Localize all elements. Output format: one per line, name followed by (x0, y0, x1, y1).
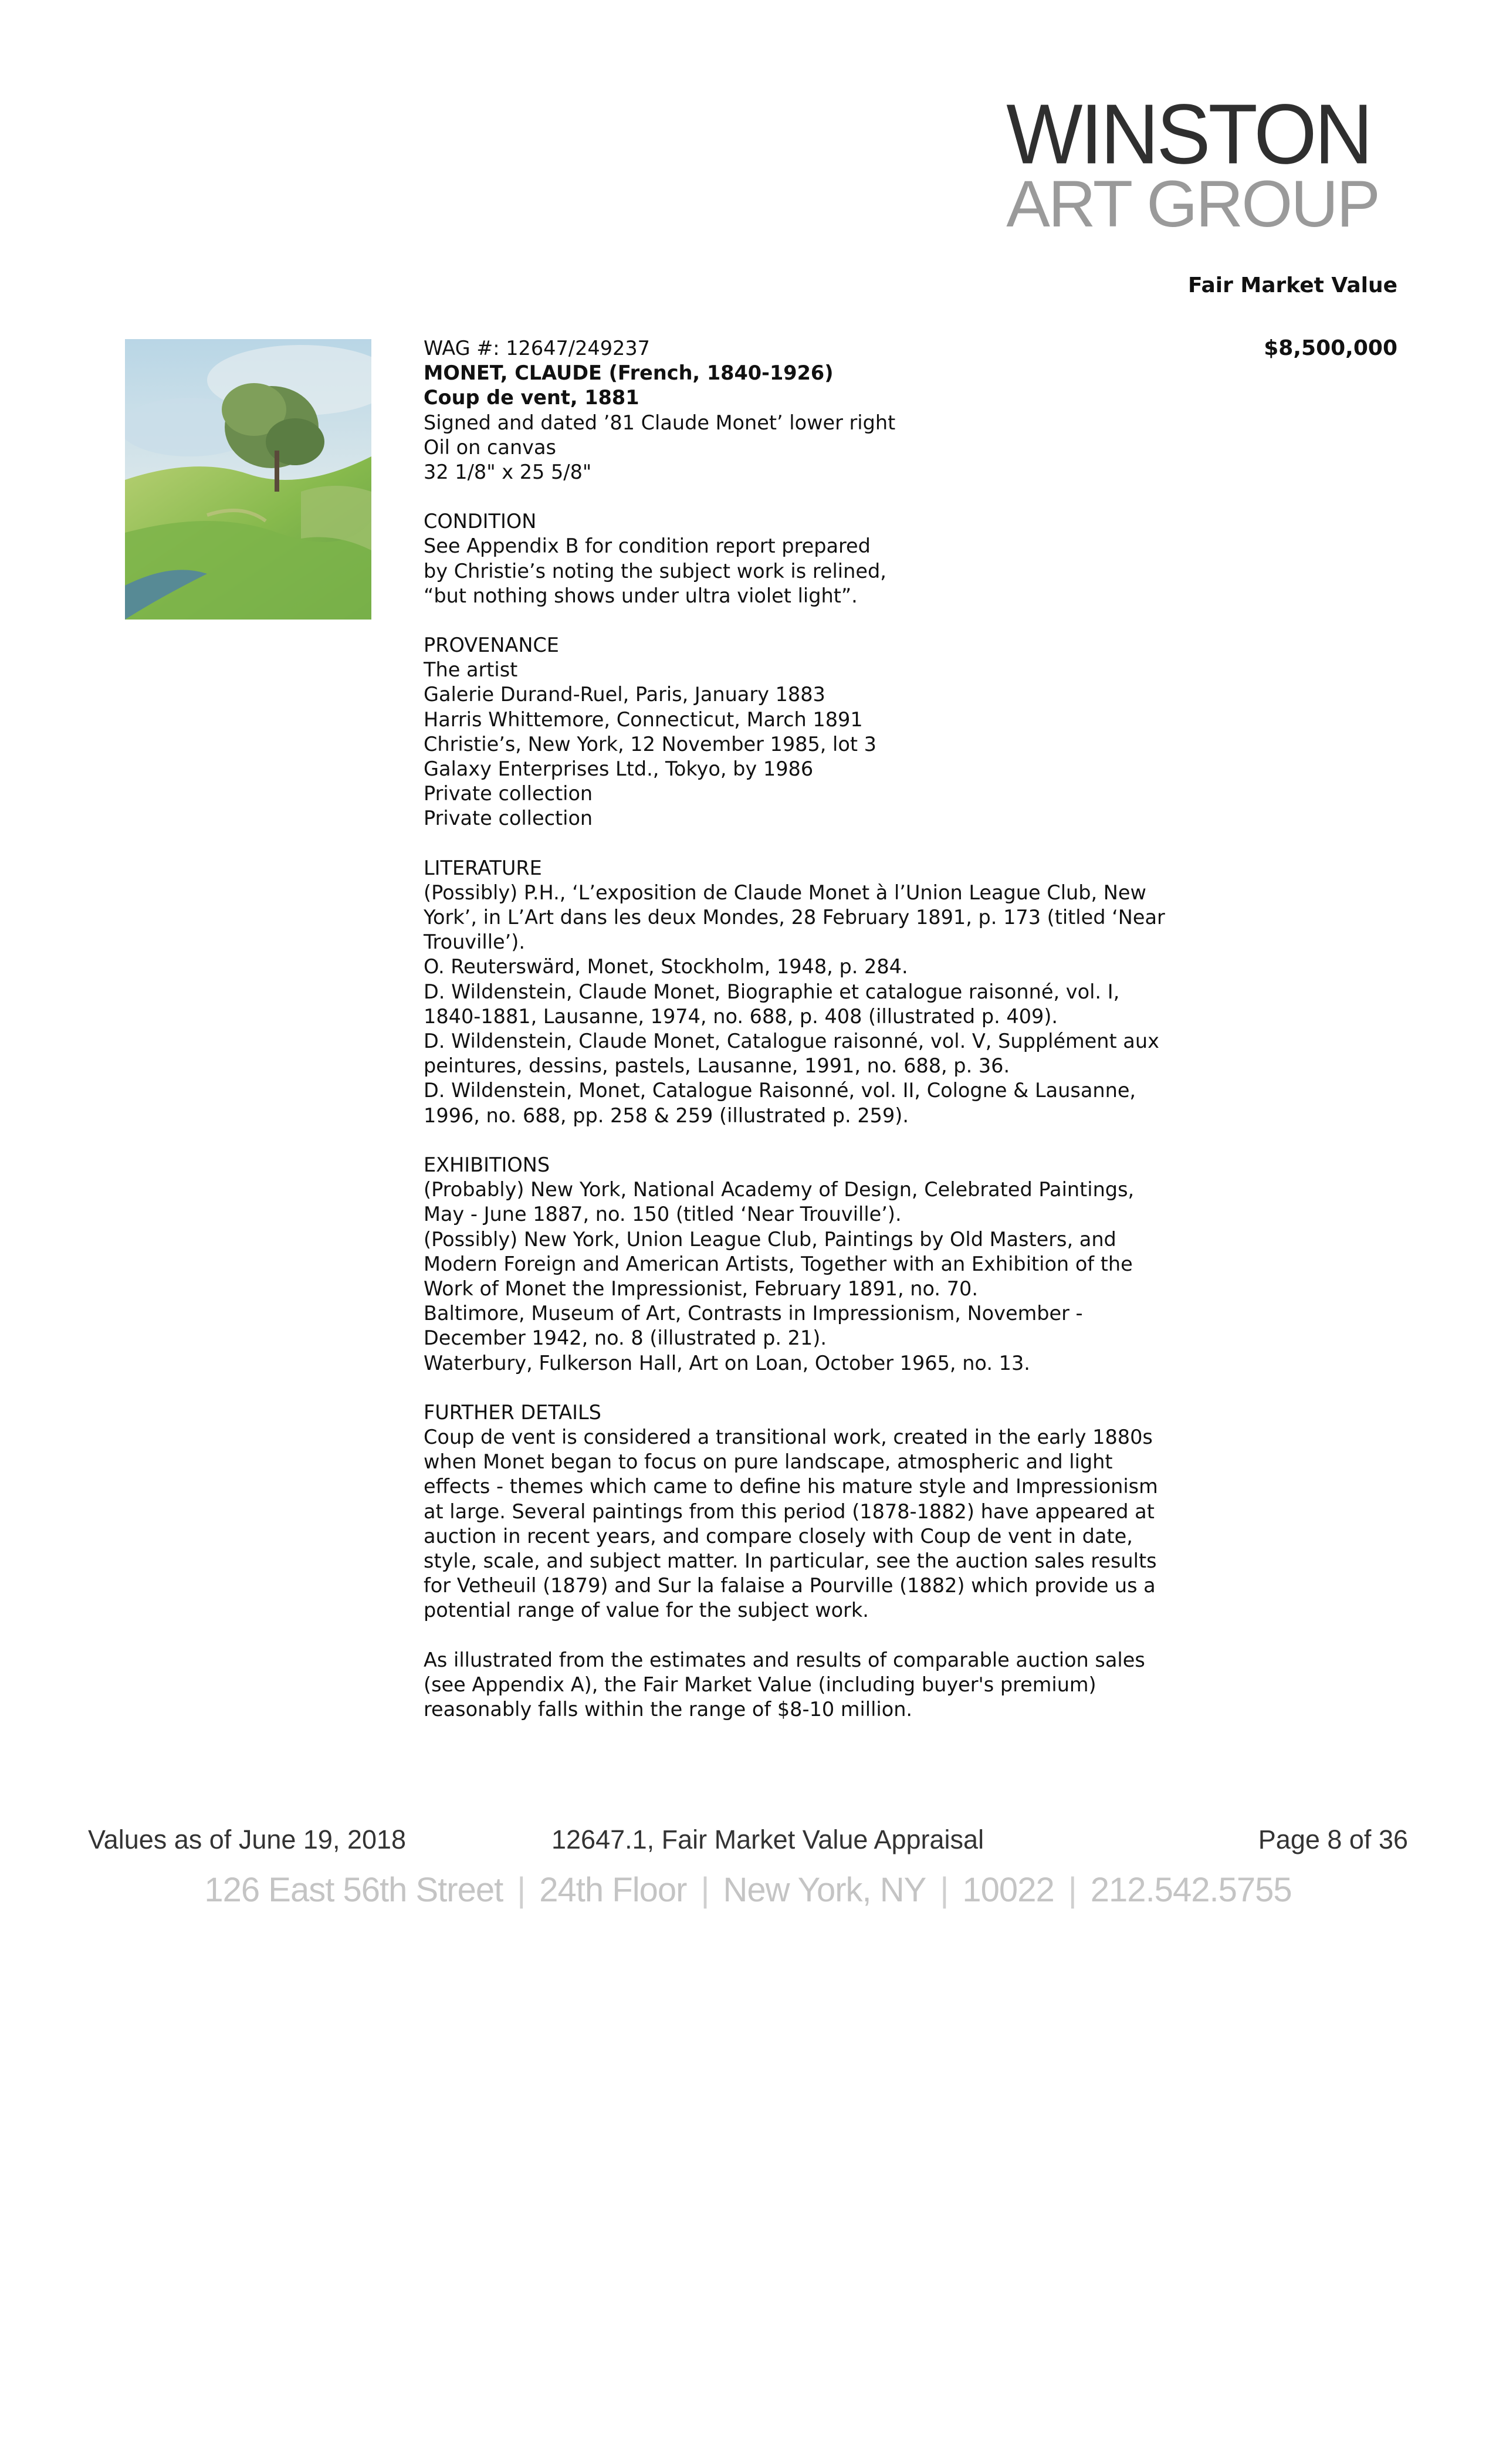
artwork-title: Coup de vent, 1881 (424, 386, 639, 409)
text-line: Harris Whittemore, Connecticut, March 1891 (424, 708, 863, 731)
dimensions: 32 1/8" x 25 5/8" (424, 461, 592, 484)
section-heading: PROVENANCE (424, 634, 559, 657)
address-phone: 212.542.5755 (1090, 1871, 1292, 1909)
section-heading: LITERATURE (424, 856, 542, 879)
text-line: May - June 1887, no. 150 (titled ‘Near Trouville’). (424, 1203, 902, 1226)
artist-name: MONET, CLAUDE (French, 1840-1926) (424, 361, 834, 385)
text-line: Trouville’). (424, 930, 526, 954)
further-details-section (424, 1400, 1192, 1623)
wag-number: WAG #: 12647/249237 (424, 337, 650, 360)
text-line: Work of Monet the Impressionist, February 1891, no. 70. (424, 1277, 978, 1300)
conclusion-section (424, 1648, 1192, 1722)
address-line (0, 1870, 1496, 1910)
text-line: O. Reuterswärd, Monet, Stockholm, 1948, p. 284. (424, 955, 908, 979)
fair-market-value-label: Fair Market Value (1188, 273, 1397, 297)
fair-market-value-amount: $8,500,000 (1264, 336, 1397, 360)
document-title: 12647.1, Fair Market Value Appraisal (551, 1825, 984, 1854)
text-line: 1996, no. 688, pp. 258 & 259 (illustrated p. 259). (424, 1104, 909, 1127)
text-line: Private collection (424, 807, 593, 830)
section-heading: CONDITION (424, 510, 537, 533)
item-details (424, 336, 1192, 485)
text-line: December 1942, no. 8 (illustrated p. 21). (424, 1326, 827, 1350)
text-line: (see Appendix A), the Fair Market Value (including buyer's premium) (424, 1673, 1096, 1696)
address-floor: 24th Floor (539, 1871, 687, 1909)
text-line: (Possibly) New York, Union League Club, Paintings by Old Masters, and (424, 1227, 1116, 1251)
signature-info: Signed and dated ’81 Claude Monet’ lower right (424, 411, 896, 434)
page-footer (88, 1825, 1408, 1860)
provenance-section (424, 633, 1192, 831)
text-line: As illustrated from the estimates and results of comparable auction sales (424, 1648, 1145, 1671)
text-line: for Vetheuil (1879) and Sur la falaise a Pourville (1882) which provide us a (424, 1574, 1156, 1597)
text-line: reasonably falls within the range of $8-10 million. (424, 1697, 913, 1721)
text-line: Waterbury, Fulkerson Hall, Art on Loan, October 1965, no. 13. (424, 1351, 1030, 1375)
text-line: 1840-1881, Lausanne, 1974, no. 688, p. 408 (illustrated p. 409). (424, 1004, 1058, 1028)
text-line: York’, in L’Art dans les deux Mondes, 28 February 1891, p. 173 (titled ‘Near (424, 906, 1165, 929)
text-line: auction in recent years, and compare closely with Coup de vent in date, (424, 1524, 1133, 1548)
text-line: potential range of value for the subject work. (424, 1599, 869, 1622)
address-city: New York, NY (723, 1871, 926, 1909)
painting-image (125, 339, 371, 620)
text-line: Galerie Durand-Ruel, Paris, January 1883 (424, 683, 825, 706)
text-line: at large. Several paintings from this period (1878-1882) have appeared at (424, 1500, 1155, 1523)
text-line: peintures, dessins, pastels, Lausanne, 1991, no. 688, p. 36. (424, 1054, 1010, 1078)
condition-section (424, 509, 1192, 608)
address-street: 126 East 56th Street (204, 1871, 503, 1909)
text-line: D. Wildenstein, Monet, Catalogue Raisonné, vol. II, Cologne & Lausanne, (424, 1079, 1136, 1102)
text-line: D. Wildenstein, Claude Monet, Catalogue raisonné, vol. V, Supplément aux (424, 1030, 1159, 1053)
text-line: effects - themes which came to define his mature style and Impressionism (424, 1475, 1158, 1498)
text-line: Christie’s, New York, 12 November 1985, lot 3 (424, 732, 876, 756)
text-line: Modern Foreign and American Artists, Together with an Exhibition of the (424, 1252, 1133, 1275)
divider: | (517, 1871, 526, 1909)
text-line: Galaxy Enterprises Ltd., Tokyo, by 1986 (424, 757, 814, 781)
text-line: The artist (424, 658, 518, 682)
section-heading: EXHIBITIONS (424, 1153, 550, 1176)
divider: | (940, 1871, 949, 1909)
text-line: by Christie’s noting the subject work is relined, (424, 559, 886, 583)
divider: | (1068, 1871, 1077, 1909)
literature-section (424, 856, 1192, 1128)
text-line: D. Wildenstein, Claude Monet, Biographie et catalogue raisonné, vol. I, (424, 980, 1120, 1003)
text-line: (Possibly) P.H., ‘L’exposition de Claude Monet à l’Union League Club, New (424, 881, 1146, 904)
text-line: (Probably) New York, National Academy of Design, Celebrated Paintings, (424, 1178, 1135, 1201)
text-line: Private collection (424, 782, 593, 805)
text-line: style, scale, and subject matter. In particular, see the auction sales results (424, 1549, 1157, 1572)
divider: | (700, 1871, 709, 1909)
exhibitions-section (424, 1153, 1192, 1376)
text-line: See Appendix B for condition report prepared (424, 534, 871, 558)
painting-thumbnail-icon (125, 339, 371, 620)
text-line: Baltimore, Museum of Art, Contrasts in Impressionism, November - (424, 1302, 1083, 1325)
text-line: Coup de vent is considered a transitional work, created in the early 1880s (424, 1425, 1153, 1448)
appraisal-entry (424, 336, 1192, 1747)
text-line: “but nothing shows under ultra violet light”. (424, 584, 858, 607)
winston-art-group-logo (1006, 87, 1379, 241)
logo-line-1: WINSTON (1006, 87, 1371, 182)
address-zip: 10022 (962, 1871, 1054, 1909)
medium: Oil on canvas (424, 435, 556, 459)
text-line: when Monet began to focus on pure landscape, atmospheric and light (424, 1450, 1113, 1474)
page-number: Page 8 of 36 (1258, 1825, 1408, 1854)
section-heading: FURTHER DETAILS (424, 1400, 601, 1424)
values-date: Values as of June 19, 2018 (88, 1825, 407, 1854)
logo-line-2: ART GROUP (1006, 167, 1379, 241)
